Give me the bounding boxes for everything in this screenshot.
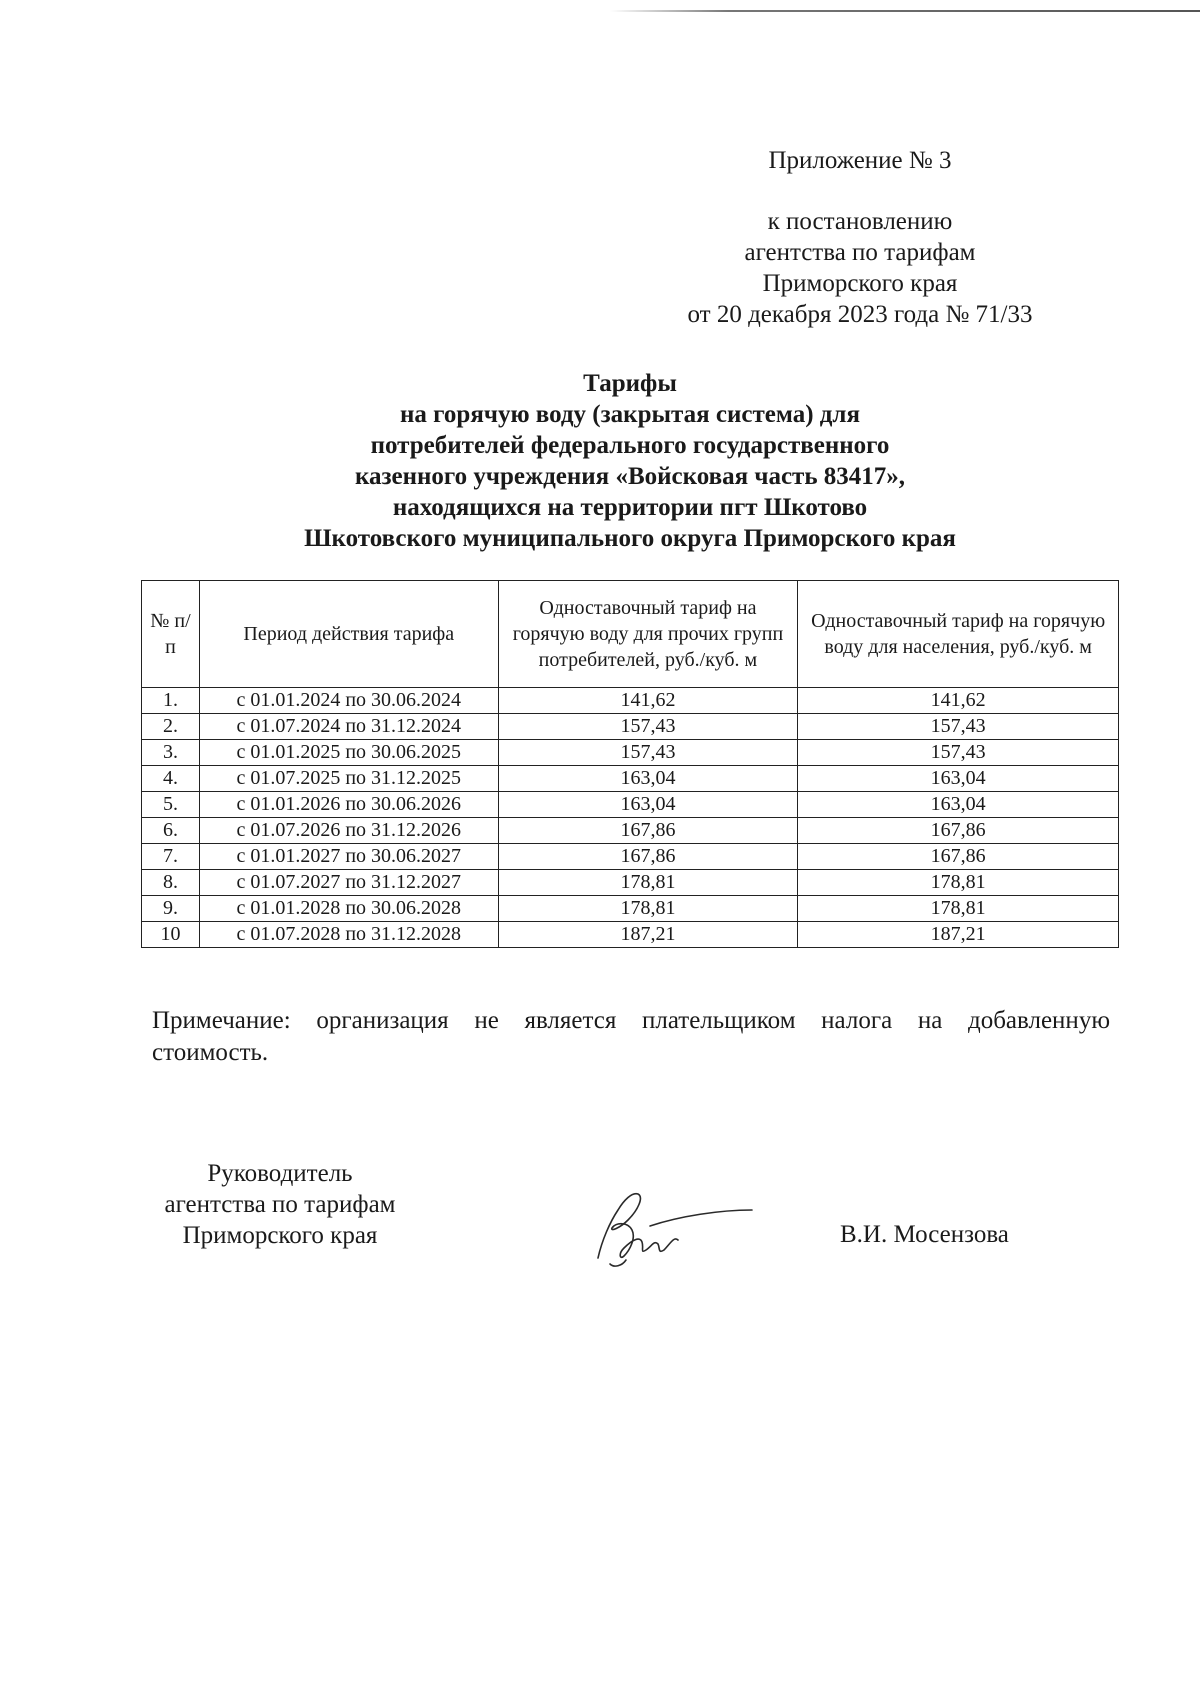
header-tariff-population: Одноставочный тариф на горячую воду для населения, руб./куб. м: [798, 581, 1119, 688]
row-num: 6.: [142, 818, 200, 844]
signer-title-line: Приморского края: [182, 1222, 378, 1249]
row-tariff-population: 167,86: [798, 844, 1119, 870]
heading-line: находящихся на территории пгт Шкотово: [392, 494, 868, 521]
row-tariff-other: 167,86: [498, 844, 798, 870]
row-tariff-population: 157,43: [798, 714, 1119, 740]
note-line: Примечание: организация не является плательщиком налога на добавленную: [152, 1007, 1110, 1034]
tariff-table: [141, 580, 1119, 948]
heading-line: казенного учреждения «Войсковая часть 83417»,: [354, 463, 906, 490]
appendix-line: агентства по тарифам: [744, 239, 976, 266]
heading-line: Тарифы: [583, 370, 677, 397]
row-tariff-population: 167,86: [798, 818, 1119, 844]
heading-line: Шкотовского муниципального округа Приморского края: [304, 525, 956, 552]
appendix-line: Приморского края: [762, 270, 958, 297]
row-tariff-population: 163,04: [798, 766, 1119, 792]
row-num: 10: [142, 922, 200, 948]
table-row: [142, 714, 1119, 740]
row-tariff-population: 141,62: [798, 688, 1119, 714]
appendix-line: от 20 декабря 2023 года № 71/33: [687, 301, 1033, 328]
row-tariff-population: 178,81: [798, 870, 1119, 896]
table-row: [142, 818, 1119, 844]
header-tariff-other: Одноставочный тариф на горячую воду для прочих групп потребителей, руб./куб. м: [498, 581, 798, 688]
row-tariff-population: 157,43: [798, 740, 1119, 766]
scan-edge-line: [610, 10, 1200, 12]
row-period: с 01.01.2027 по 30.06.2027: [199, 844, 498, 870]
table-row: [142, 740, 1119, 766]
table-row: [142, 870, 1119, 896]
heading-line: потребителей федерального государственного: [370, 432, 890, 459]
row-tariff-other: 187,21: [498, 922, 798, 948]
row-num: 4.: [142, 766, 200, 792]
row-tariff-other: 141,62: [498, 688, 798, 714]
signer-title-line: Руководитель: [207, 1160, 353, 1187]
row-num: 1.: [142, 688, 200, 714]
heading-line: на горячую воду (закрытая система) для: [400, 401, 860, 428]
row-num: 5.: [142, 792, 200, 818]
document-heading: [140, 368, 1120, 554]
row-tariff-other: 178,81: [498, 896, 798, 922]
row-period: с 01.01.2026 по 30.06.2026: [199, 792, 498, 818]
table-header-row: [142, 581, 1119, 688]
table-row: [142, 896, 1119, 922]
table-row: [142, 922, 1119, 948]
note-line: стоимость.: [152, 1039, 269, 1066]
row-num: 2.: [142, 714, 200, 740]
row-tariff-other: 163,04: [498, 766, 798, 792]
row-num: 7.: [142, 844, 200, 870]
row-tariff-other: 157,43: [498, 740, 798, 766]
row-tariff-other: 167,86: [498, 818, 798, 844]
table-row: [142, 792, 1119, 818]
appendix-reference: [640, 206, 1080, 330]
header-num: № п/п: [142, 581, 200, 688]
row-tariff-other: 163,04: [498, 792, 798, 818]
row-tariff-other: 178,81: [498, 870, 798, 896]
appendix-line: к постановлению: [767, 208, 953, 235]
row-period: с 01.01.2024 по 30.06.2024: [199, 688, 498, 714]
row-tariff-population: 163,04: [798, 792, 1119, 818]
row-period: с 01.07.2028 по 31.12.2028: [199, 922, 498, 948]
row-num: 8.: [142, 870, 200, 896]
row-num: 9.: [142, 896, 200, 922]
signer-name: В.И. Мосензова: [840, 1221, 1009, 1248]
appendix-title: Приложение № 3: [768, 147, 952, 174]
row-num: 3.: [142, 740, 200, 766]
row-period: с 01.07.2027 по 31.12.2027: [199, 870, 498, 896]
table-row: [142, 688, 1119, 714]
row-tariff-population: 187,21: [798, 922, 1119, 948]
table-row: [142, 844, 1119, 870]
row-period: с 01.07.2025 по 31.12.2025: [199, 766, 498, 792]
signer-position: [140, 1158, 420, 1251]
row-tariff-other: 157,43: [498, 714, 798, 740]
row-period: с 01.01.2025 по 30.06.2025: [199, 740, 498, 766]
row-tariff-population: 178,81: [798, 896, 1119, 922]
row-period: с 01.01.2028 по 30.06.2028: [199, 896, 498, 922]
vat-note: [152, 1005, 1110, 1069]
row-period: с 01.07.2026 по 31.12.2026: [199, 818, 498, 844]
handwritten-signature: [580, 1170, 760, 1270]
signer-title-line: агентства по тарифам: [164, 1191, 396, 1218]
table-row: [142, 766, 1119, 792]
row-period: с 01.07.2024 по 31.12.2024: [199, 714, 498, 740]
header-period: Период действия тарифа: [199, 581, 498, 688]
